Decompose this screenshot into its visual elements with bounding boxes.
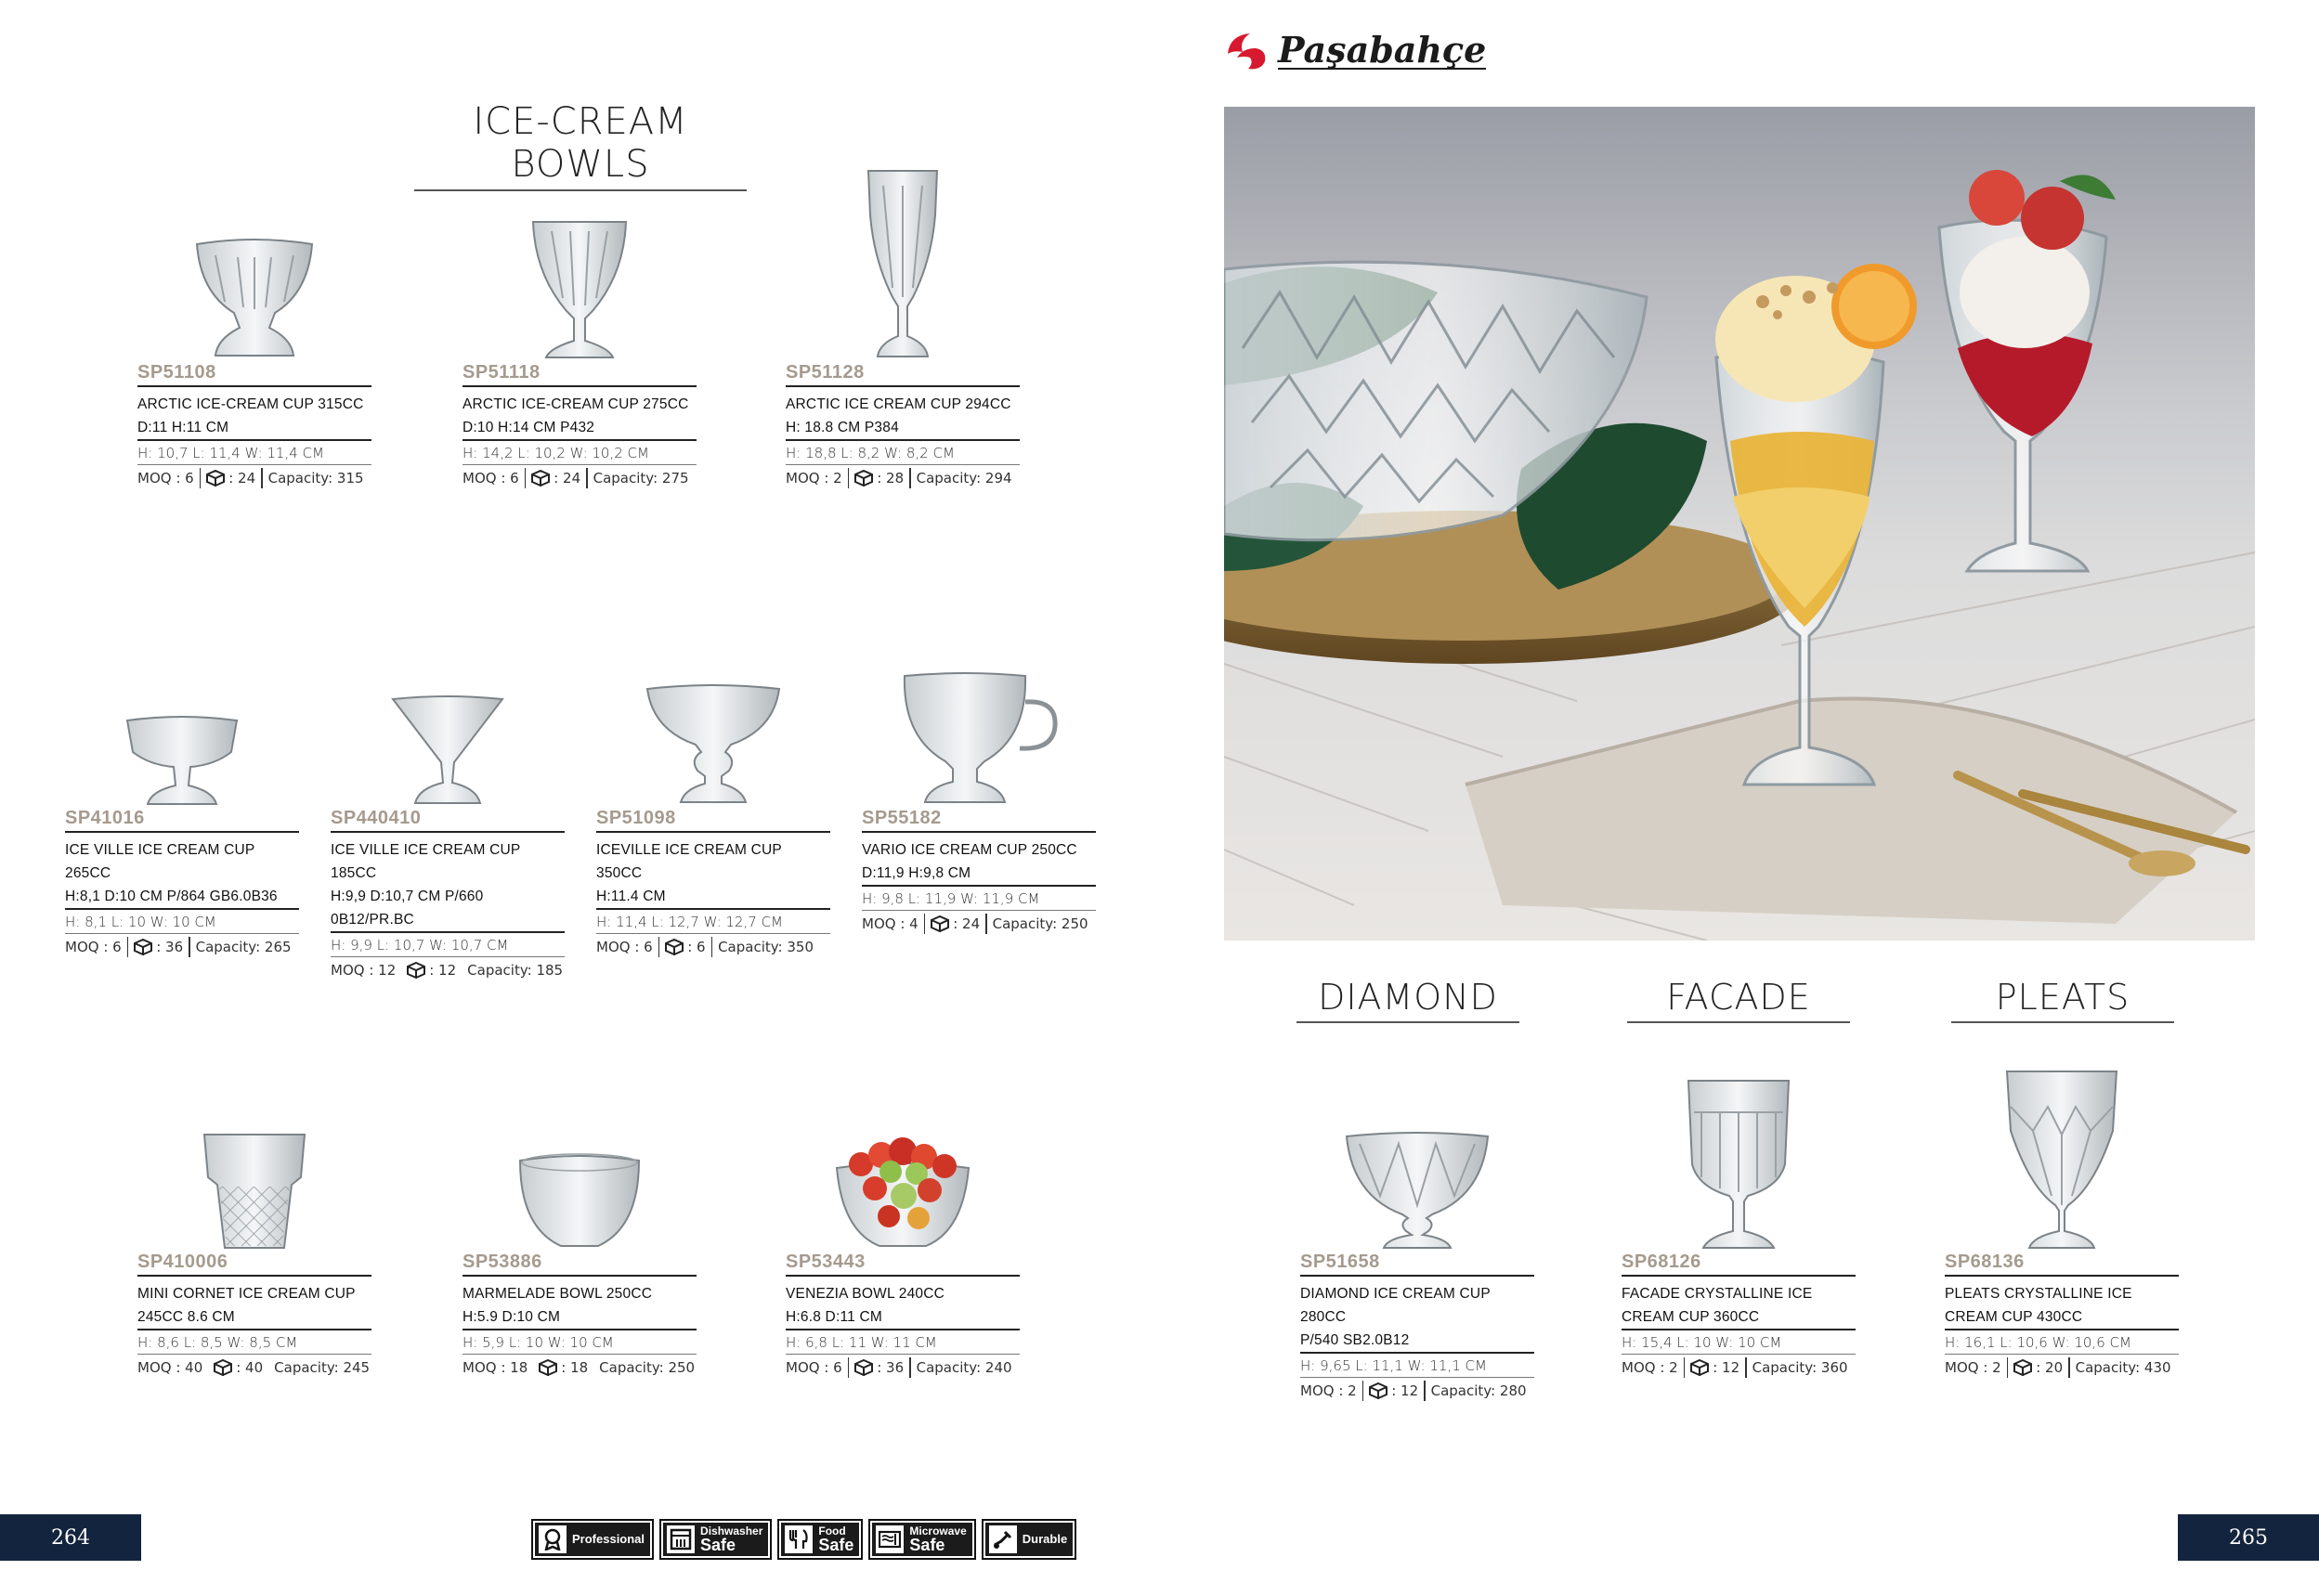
box-icon bbox=[531, 470, 550, 487]
product-card[interactable] bbox=[65, 641, 299, 957]
product-card[interactable] bbox=[331, 641, 565, 980]
microwave-icon bbox=[876, 1525, 904, 1553]
product-order-info: MOQ : 2 : 20 Capacity: 430 bbox=[1945, 1359, 2171, 1376]
product-card[interactable] bbox=[462, 195, 697, 488]
product-card[interactable] bbox=[786, 1084, 1020, 1378]
product-sku: SP53886 bbox=[462, 1252, 697, 1277]
product-card[interactable] bbox=[786, 195, 1020, 488]
product-sku: SP41016 bbox=[65, 808, 299, 833]
product-order-info: MOQ : 2 : 28 Capacity: 294 bbox=[786, 470, 1012, 487]
badge-microwave-safe: Microwave Safe bbox=[868, 1519, 975, 1560]
lifestyle-photo bbox=[1224, 107, 2255, 941]
box-icon bbox=[539, 1359, 557, 1376]
product-sku: SP51658 bbox=[1300, 1252, 1534, 1277]
product-name: VARIO ICE CREAM CUP 250CC D:11,9 H:9,8 CM bbox=[862, 833, 1096, 887]
facade-cup-icon bbox=[1622, 1084, 1856, 1252]
product-name: ARCTIC ICE-CREAM CUP 275CC D:10 H:14 CM P432 bbox=[462, 387, 697, 441]
durable-icon bbox=[989, 1525, 1017, 1553]
iceville-cup-icon bbox=[65, 641, 299, 808]
product-dimensions: H: 10,7 L: 11,4 W: 11,4 CM bbox=[137, 441, 371, 465]
product-dimensions: H: 15,4 L: 10 W: 10 CM bbox=[1622, 1330, 1856, 1355]
product-sku: SP440410 bbox=[331, 808, 565, 833]
product-dimensions: H: 9,8 L: 11,9 W: 11,9 CM bbox=[862, 887, 1096, 911]
product-order-info: MOQ : 6 : 36 Capacity: 265 bbox=[65, 939, 292, 955]
product-order-info: MOQ : 6 : 36 Capacity: 240 bbox=[786, 1359, 1012, 1376]
product-sku: SP68136 bbox=[1945, 1252, 2179, 1277]
badge-professional: Professional bbox=[531, 1519, 654, 1560]
product-dimensions: H: 9,65 L: 11,1 W: 11,1 CM bbox=[1300, 1354, 1534, 1378]
section-title-pleats: PLEATS bbox=[1951, 977, 2174, 1023]
product-sku: SP53443 bbox=[786, 1252, 1020, 1277]
food-safe-icon bbox=[785, 1525, 813, 1553]
product-name: ICE VILLE ICE CREAM CUP 185CC H:9,9 D:10,7 CM P/660 0B12/PR.BC bbox=[331, 833, 565, 933]
product-sku: SP51108 bbox=[137, 362, 371, 387]
page-number-right: 265 bbox=[2178, 1514, 2319, 1561]
brand-name: Paşabahçe bbox=[1278, 29, 1487, 71]
box-icon bbox=[214, 1359, 232, 1376]
product-card[interactable] bbox=[1945, 1084, 2179, 1378]
product-order-info: MOQ : 6 : 6 Capacity: 350 bbox=[596, 939, 814, 955]
box-icon bbox=[134, 939, 152, 955]
product-dimensions: H: 5,9 L: 10 W: 10 CM bbox=[462, 1330, 697, 1355]
box-icon bbox=[665, 939, 684, 955]
iceville-martini-icon bbox=[331, 641, 565, 808]
product-dimensions: H: 18,8 L: 8,2 W: 8,2 CM bbox=[786, 441, 1020, 465]
product-dimensions: H: 16,1 L: 10,6 W: 10,6 CM bbox=[1945, 1330, 2179, 1355]
arctic-tall-cup-icon bbox=[462, 195, 697, 362]
marmelade-bowl-icon bbox=[462, 1084, 697, 1252]
product-card[interactable] bbox=[862, 641, 1096, 934]
product-dimensions: H: 8,1 L: 10 W: 10 CM bbox=[65, 910, 299, 934]
box-icon bbox=[854, 470, 873, 487]
product-name: ARCTIC ICE CREAM CUP 294CC H: 18.8 CM P384 bbox=[786, 387, 1020, 441]
product-order-info: MOQ : 2 : 12 Capacity: 360 bbox=[1622, 1359, 1848, 1376]
venezia-bowl-icon bbox=[786, 1084, 1020, 1252]
box-icon bbox=[854, 1359, 873, 1376]
product-dimensions: H: 11,4 L: 12,7 W: 12,7 CM bbox=[596, 910, 830, 934]
box-icon bbox=[2013, 1359, 2032, 1376]
product-card[interactable] bbox=[137, 1084, 371, 1378]
product-order-info: MOQ : 6 : 24 Capacity: 275 bbox=[462, 470, 689, 487]
badge-dishwasher-safe: Dishwasher Safe bbox=[659, 1519, 772, 1560]
cornet-cup-icon bbox=[137, 1084, 371, 1252]
dishwasher-icon bbox=[667, 1525, 695, 1553]
product-sku: SP55182 bbox=[862, 808, 1096, 833]
brand-logo-icon bbox=[1224, 30, 1269, 72]
product-name: VENEZIA BOWL 240CC H:6.8 D:11 CM bbox=[786, 1277, 1020, 1330]
professional-icon bbox=[539, 1525, 567, 1553]
product-dimensions: H: 6,8 L: 11 W: 11 CM bbox=[786, 1330, 1020, 1355]
product-sku: SP68126 bbox=[1622, 1252, 1856, 1277]
vario-mug-icon bbox=[862, 641, 1096, 808]
section-title-ice-cream-bowls: ICE-CREAM BOWLS bbox=[414, 100, 747, 191]
product-name: FACADE CRYSTALLINE ICE CREAM CUP 360CC bbox=[1622, 1277, 1856, 1330]
arctic-glass-icon bbox=[786, 195, 1020, 362]
iceville-bowl-icon bbox=[596, 641, 830, 808]
section-title-diamond: DIAMOND bbox=[1296, 977, 1519, 1023]
product-card[interactable] bbox=[596, 641, 830, 957]
product-card[interactable] bbox=[462, 1084, 697, 1378]
product-card[interactable] bbox=[1622, 1084, 1856, 1378]
arctic-cup-icon bbox=[137, 195, 371, 362]
product-dimensions: H: 8,6 L: 8,5 W: 8,5 CM bbox=[137, 1330, 371, 1355]
section-title-facade: FACADE bbox=[1627, 977, 1850, 1023]
pleats-cup-icon bbox=[1945, 1084, 2179, 1252]
product-order-info: MOQ : 18 : 18 Capacity: 250 bbox=[462, 1359, 696, 1376]
box-icon bbox=[407, 962, 425, 979]
badge-food-safe: Food Safe bbox=[777, 1519, 863, 1560]
box-icon bbox=[931, 915, 949, 932]
product-card[interactable] bbox=[1300, 1084, 1534, 1401]
box-icon bbox=[206, 470, 225, 487]
product-name: MINI CORNET ICE CREAM CUP 245CC 8.6 CM bbox=[137, 1277, 371, 1330]
box-icon bbox=[1369, 1382, 1387, 1399]
product-order-info: MOQ : 2 : 12 Capacity: 280 bbox=[1300, 1382, 1527, 1399]
diamond-cup-icon bbox=[1300, 1084, 1534, 1252]
product-sku: SP410006 bbox=[137, 1252, 371, 1277]
box-icon bbox=[1690, 1359, 1709, 1376]
product-sku: SP51128 bbox=[786, 362, 1020, 387]
product-order-info: MOQ : 4 : 24 Capacity: 250 bbox=[862, 915, 1088, 932]
product-dimensions: H: 14,2 L: 10,2 W: 10,2 CM bbox=[462, 441, 697, 465]
product-order-info: MOQ : 6 : 24 Capacity: 315 bbox=[137, 470, 364, 487]
product-name: ARCTIC ICE-CREAM CUP 315CC D:11 H:11 CM bbox=[137, 387, 371, 441]
page-number-left: 264 bbox=[0, 1514, 141, 1561]
product-order-info: MOQ : 40 : 40 Capacity: 245 bbox=[137, 1359, 371, 1376]
brand-logo bbox=[1224, 30, 1486, 72]
product-name: DIAMOND ICE CREAM CUP 280CC P/540 SB2.0B12 bbox=[1300, 1277, 1534, 1354]
product-dimensions: H: 9,9 L: 10,7 W: 10,7 CM bbox=[331, 933, 565, 957]
product-sku: SP51098 bbox=[596, 808, 830, 833]
product-name: PLEATS CRYSTALLINE ICE CREAM CUP 430CC bbox=[1945, 1277, 2179, 1330]
product-name: MARMELADE BOWL 250CC H:5.9 D:10 CM bbox=[462, 1277, 697, 1330]
product-name: ICEVILLE ICE CREAM CUP 350CC H:11.4 CM bbox=[596, 833, 830, 910]
badge-durable: Durable bbox=[982, 1519, 1076, 1560]
product-card[interactable] bbox=[137, 195, 371, 488]
feature-badges bbox=[531, 1519, 1076, 1560]
product-order-info: MOQ : 12 : 12 Capacity: 185 bbox=[331, 962, 564, 979]
product-sku: SP51118 bbox=[462, 362, 697, 387]
product-name: ICE VILLE ICE CREAM CUP 265CC H:8,1 D:10 CM P/864 GB6.0B36 bbox=[65, 833, 299, 910]
